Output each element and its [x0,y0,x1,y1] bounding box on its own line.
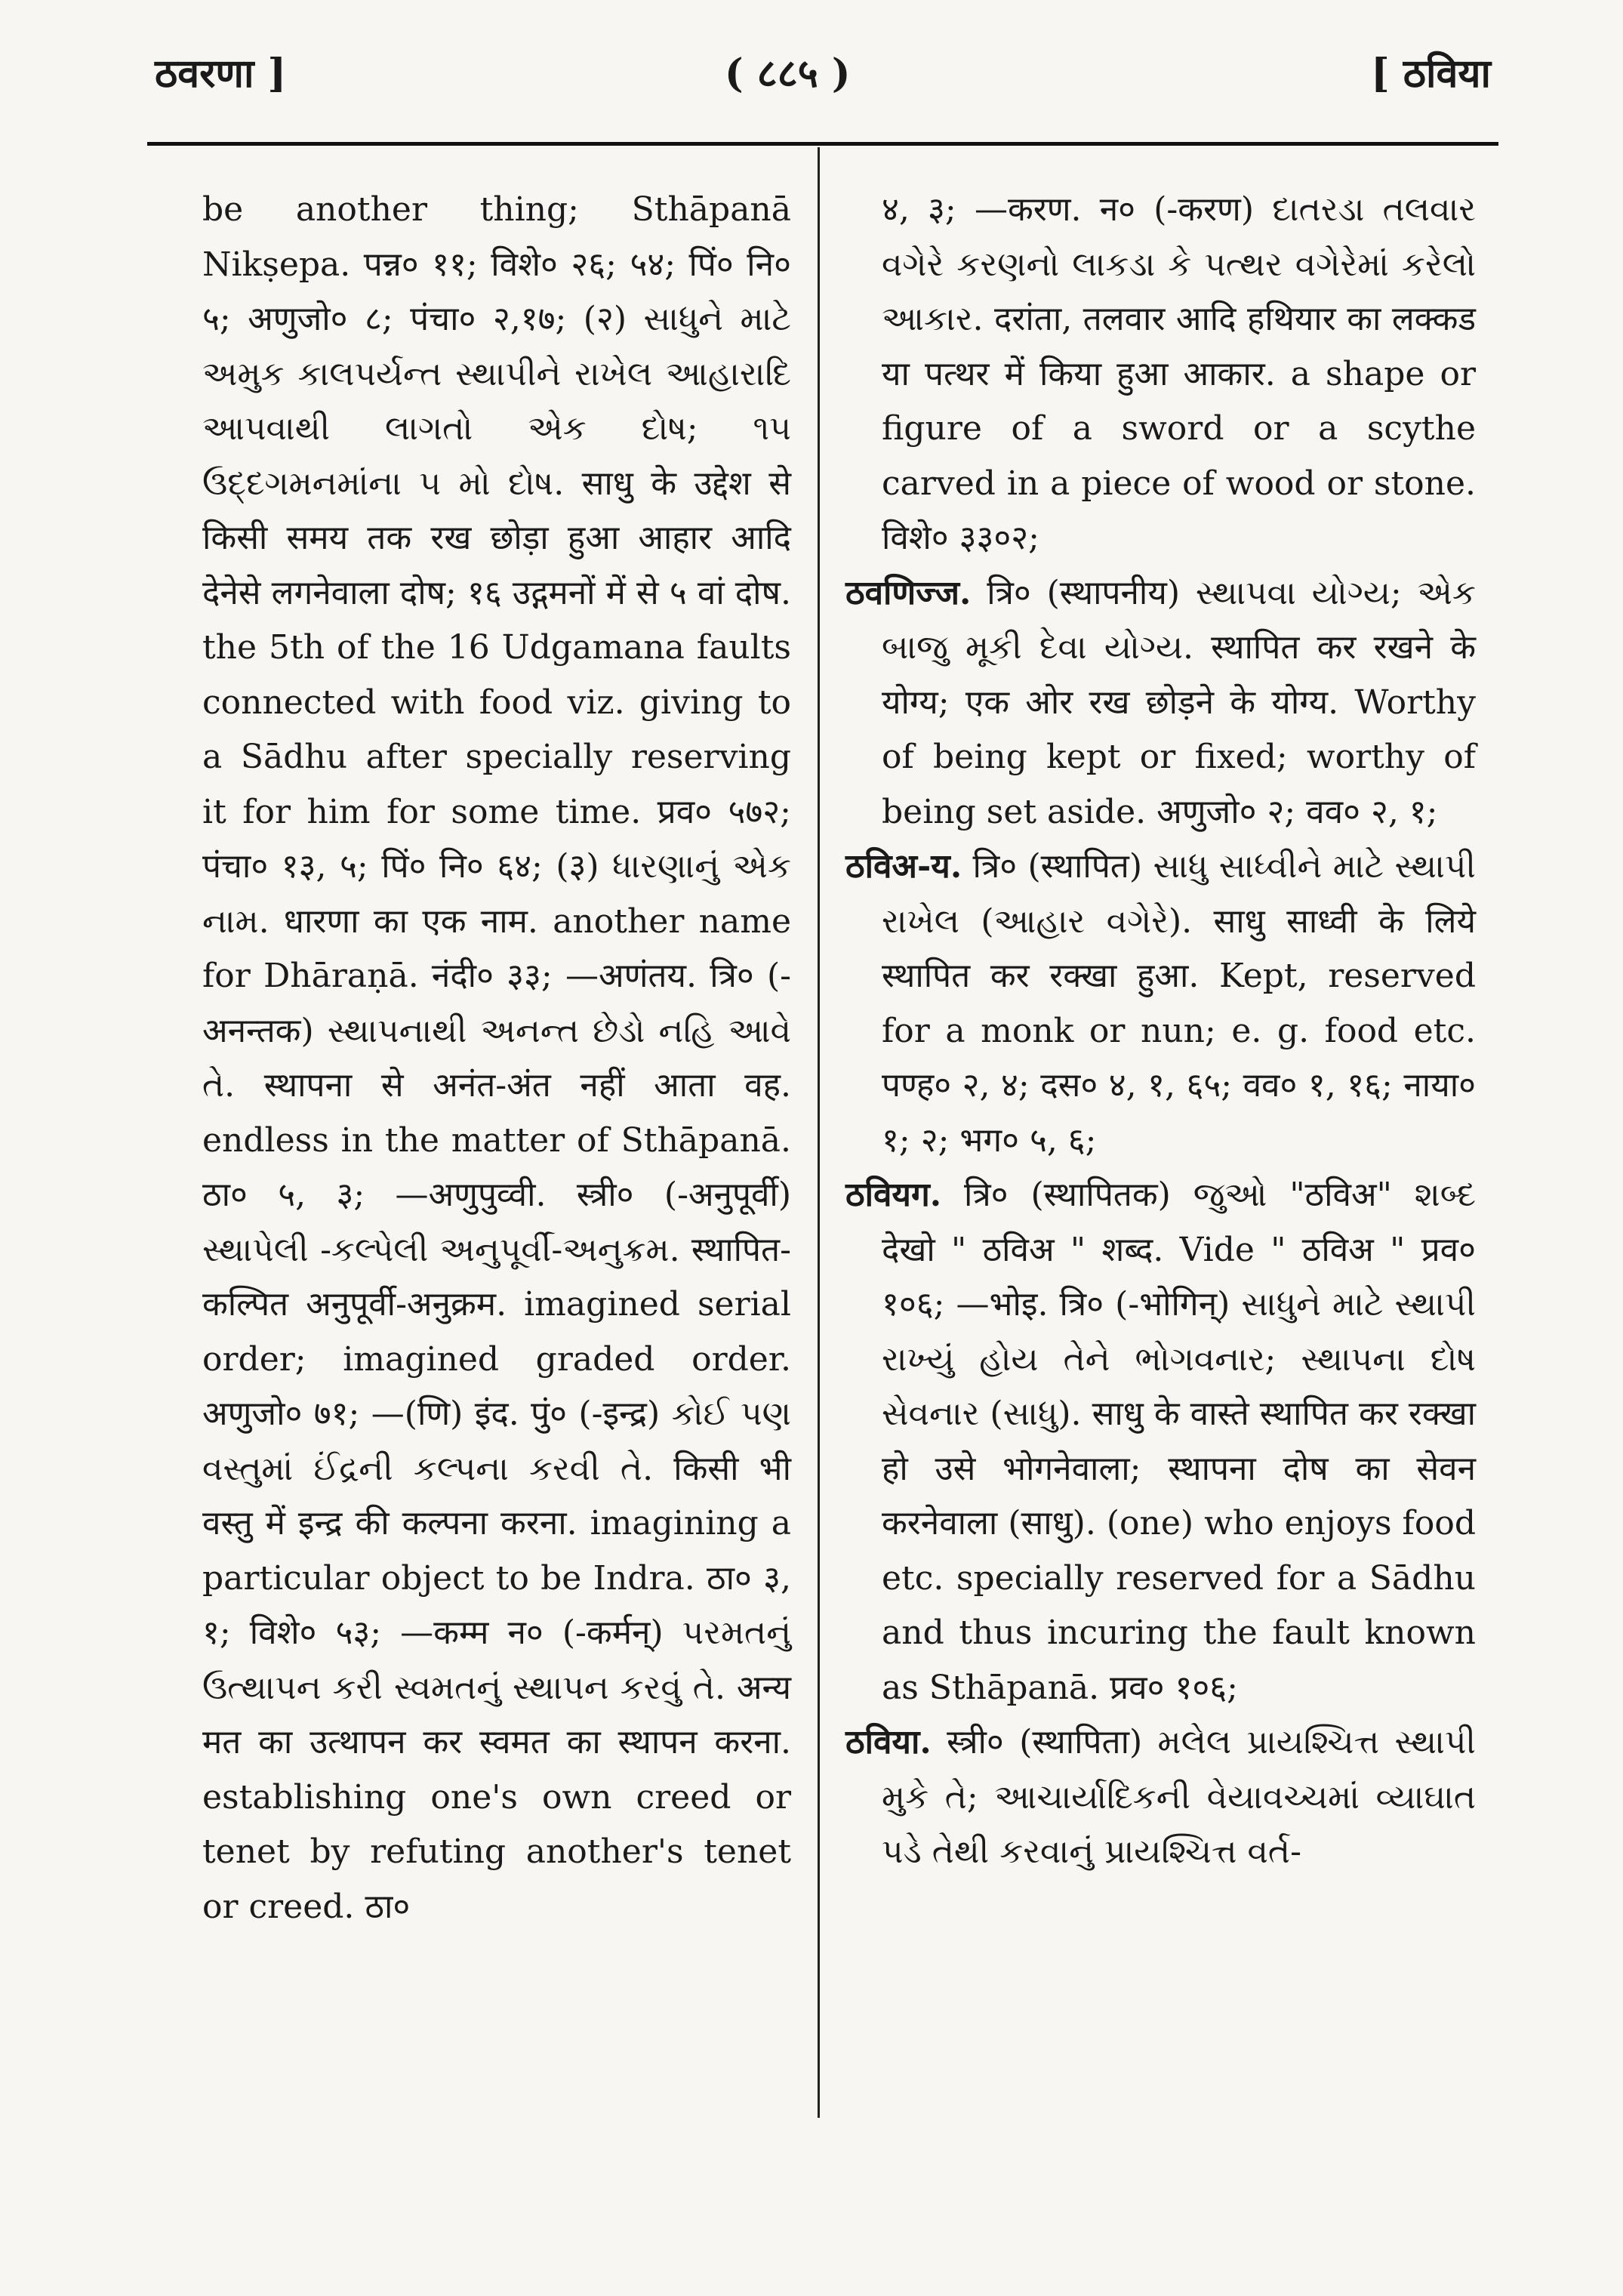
header-guide-word-right: [ ठविया [1371,51,1491,97]
page-header [0,45,1623,106]
left-column [202,183,791,1934]
dictionary-entry [845,1715,1476,1880]
entry-continuation: be another thing; Sthāpanā Nikṣepa. पन्न० ११; विशे० २६; ५४; पिं० नि० ५; अणुजो० ८; पंचा० २,१७; (२) સાધુને માટે અમુક કાલપર્યન્ત સ્થાપીને રાખેલ આહારાદિ આપવાથી લાગતો એક દોષ; ૧૫ ઉદ્દગમનમાંના ૫ મો દોષ. साधु के उद्देश से किसी समय तक रख छोड़ा हुआ आहार आदि देनेसे लगनेवाला दोष; १६ उद्गमनों में से ५ वां दोष. the 5th of the 16 Udgamana faults connected with food viz. giving to a Sādhu after specially reserving it for him for some time. प्रव० ५७२; पंचा० १३, ५; पिं० नि० ६४; (३) ધારણાનું એક નામ. धारणा का एक नाम. another name for Dhāraṇā. नंदी० ३३; —अणंतय. त्रि० (-अनन्तक) સ્થાપનાથી અનન્ત છેડો નહિ આવે તે. स्थापना से अनंत-अंत नहीं आता वह. endless in the matter of Sthāpanā. ठा० ५, ३; —अणुपुव्वी. स्त्री० (-अनुपूर्वी) સ્થાપેલી -કલ્પેલી અનુપૂર્વી-અનુક્રમ. स्थापित-कल्पित अनुपूर्वी-अनुक्रम. imagined serial order; imagined graded order. अणुजो० ७१; —(णि) इंद. पुं० (-इन्द्र) કોઈ પણ વસ્તુમાં ઈંદ્રની કલ્પના કરવી તે. किसी भी वस्तु में इन्द्र की कल्पना करना. imagining a particular object to be Indra. ठा० ३, १; विशे० ५३; —कम्म न० (-कर्मन्) પરમતનું ઉત્થાપન કરી સ્વમતનું સ્થાપન કરવું તે. अन्य मत का उत्थापन कर स्वमत का स्थापन करना. establishing one's own creed or tenet by refuting another's tenet or creed. ठा० [202,190,791,1926]
header-guide-word-left: ठवरणा ] [155,51,287,97]
entry-body: त्रि० (स्थापित) સાધુ સાધ્વીને માટે સ્થાપી રાખેલ (આહાર વગેરે). साधु साध्वी के लिये स्थापित कर रक्खा हुआ. Kept, reserved for a monk or nun; e. g. food etc. पण्ह० २, ४; दस० ४, १, ६५; वव० १, १६; नाया० १; २; भग० ५, ६; [882,847,1476,1160]
headword: ठवणिज्ज. [845,573,972,612]
entry-body: त्रि० (स्थापनीय) સ્થાપવા યોગ્ય; એક બાજુ મૂકી દેવા યોગ્ય. स्थापित कर रखने के योग्य; एक ओर रख छोड़ने के योग्य. Worthy of being kept or fixed; worthy of being set aside. अणुजो० २; वव० २, १; [882,573,1476,831]
dictionary-entry [845,566,1476,840]
header-rule [147,142,1498,146]
entry-body: त्रि० (स्थापितक) જુઓ "ठविअ" શબ્દ देखो " ठविअ " शब्द. Vide " ठविअ " प्रव० १०६; —भोइ. त्रि० (-भोगिन्) સાધુને માટે સ્થાપી રાખ્યું હોય તેને ભોગવનાર; સ્થાપના દોષ સેવનાર (સાધુ). साधु के वास्ते स्थापित कर रक्खा हो उसे भोगनेवाला; स्थापना दोष का सेवन करनेवाला (साधु). (one) who enjoys food etc. specially reserved for a Sādhu and thus incuring the fault known as Sthāpanā. प्रव० १०६; [882,1176,1476,1707]
headword: ठविअ-य. [845,847,962,886]
dictionary-entry [845,840,1476,1168]
column-divider [818,147,820,2118]
page-number: ( ८८५ ) [725,51,851,97]
right-column [845,183,1476,1880]
entry-body: स्त्री० (स्थापिता) મલેલ પ્રાયશ્ચિત્ત સ્થાપી મુકે તે; આચાર્યાદિકની વેયાવચ્ચમાં વ્યાઘાત પડે તેથી કરવાનું પ્રાયશ્ચિત્ત વર્ત- [882,1723,1476,1871]
dictionary-entry [845,1168,1476,1715]
entry-continuation: ४, ३; —करण. न० (-करण) દાતરડા તલવાર વગેરે કરણનો લાકડા કે પત્થર વગેરેમાં કરેલો આકાર. दरांता, तलवार आदि हथियार का लक्कड या पत्थर में किया हुआ आकार. a shape or figure of a sword or a scythe carved in a piece of wood or stone. विशे० ३३०२; [882,190,1476,557]
headword: ठविया. [845,1723,932,1761]
headword: ठवियग. [845,1176,942,1214]
